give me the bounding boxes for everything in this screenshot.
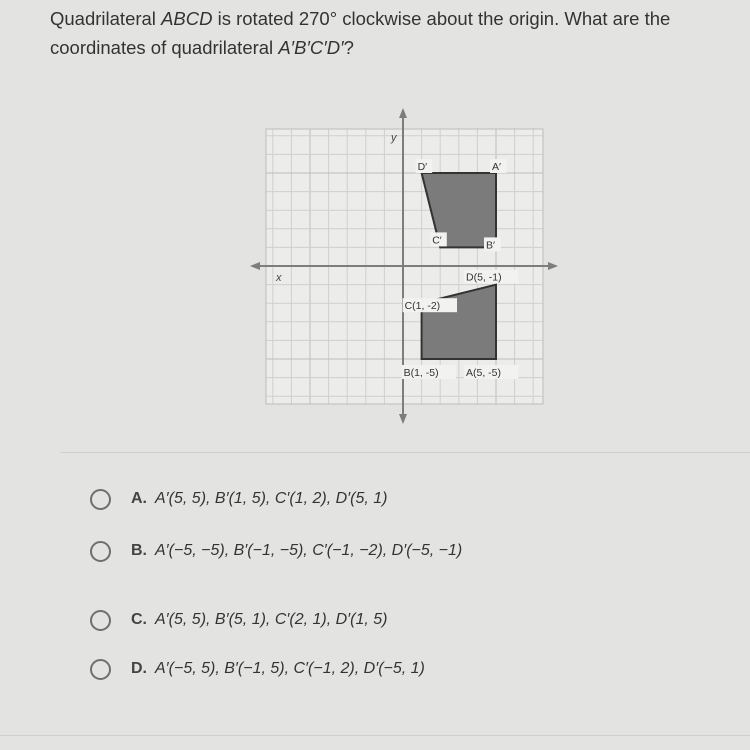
label-d-prime: D′ [417, 161, 428, 173]
answer-option-d[interactable] [90, 658, 425, 680]
question-shape-image: A′B′C′D′ [278, 37, 344, 58]
question-text [50, 4, 740, 62]
x-axis-arrow-left [250, 262, 260, 270]
label-a-prime: A′ [492, 161, 501, 173]
option-a-letter: A. [131, 490, 147, 507]
option-b-letter: B. [131, 542, 147, 559]
coordinate-graph [248, 108, 560, 426]
y-axis-label: y [391, 132, 397, 144]
label-d: D(5, -1) [466, 271, 502, 284]
radio-b[interactable] [90, 541, 111, 562]
answer-option-c[interactable] [90, 609, 515, 631]
option-a-text: A′(5, 5), B′(1, 5), C′(1, 2), D′(5, 1) [155, 490, 388, 507]
radio-c[interactable] [90, 610, 111, 631]
label-b: B(1, -5) [403, 367, 439, 379]
x-axis-label: x [276, 272, 282, 284]
question-prefix: Quadrilateral [50, 8, 162, 29]
option-d-text: A′(−5, 5), B′(−1, 5), C′(−1, 2), D′(−5, 1) [155, 660, 425, 677]
question-suffix: ? [343, 37, 354, 58]
label-b-prime: B′ [486, 239, 495, 252]
graph-svg [248, 108, 560, 426]
y-axis-arrow-bottom [399, 414, 407, 424]
radio-d[interactable] [90, 659, 111, 680]
bottom-divider [0, 735, 750, 736]
question-middle: is rotated 270° clockwise about the origin. What are the coordinates of quadrilateral [50, 8, 671, 58]
section-divider [60, 452, 750, 453]
option-b-text: A′(−5, −5), B′(−1, −5), C′(−1, −2), D′(−5, −1) [155, 542, 463, 559]
option-c-text: A′(5, 5), B′(5, 1), C′(2, 1), D′(1, 5) [155, 611, 388, 628]
label-c: C(1, -2) [404, 300, 441, 313]
answer-option-b[interactable] [90, 540, 465, 562]
y-axis-arrow-top [399, 108, 407, 118]
radio-a[interactable] [90, 489, 111, 510]
x-axis-arrow-right [548, 262, 558, 270]
label-c-prime: C′ [432, 234, 442, 247]
answer-option-a[interactable] [90, 488, 515, 510]
question-shape-original: ABCD [161, 8, 213, 29]
option-d-letter: D. [131, 660, 147, 677]
label-a: A(5, -5) [466, 367, 502, 379]
option-c-letter: C. [131, 611, 147, 628]
